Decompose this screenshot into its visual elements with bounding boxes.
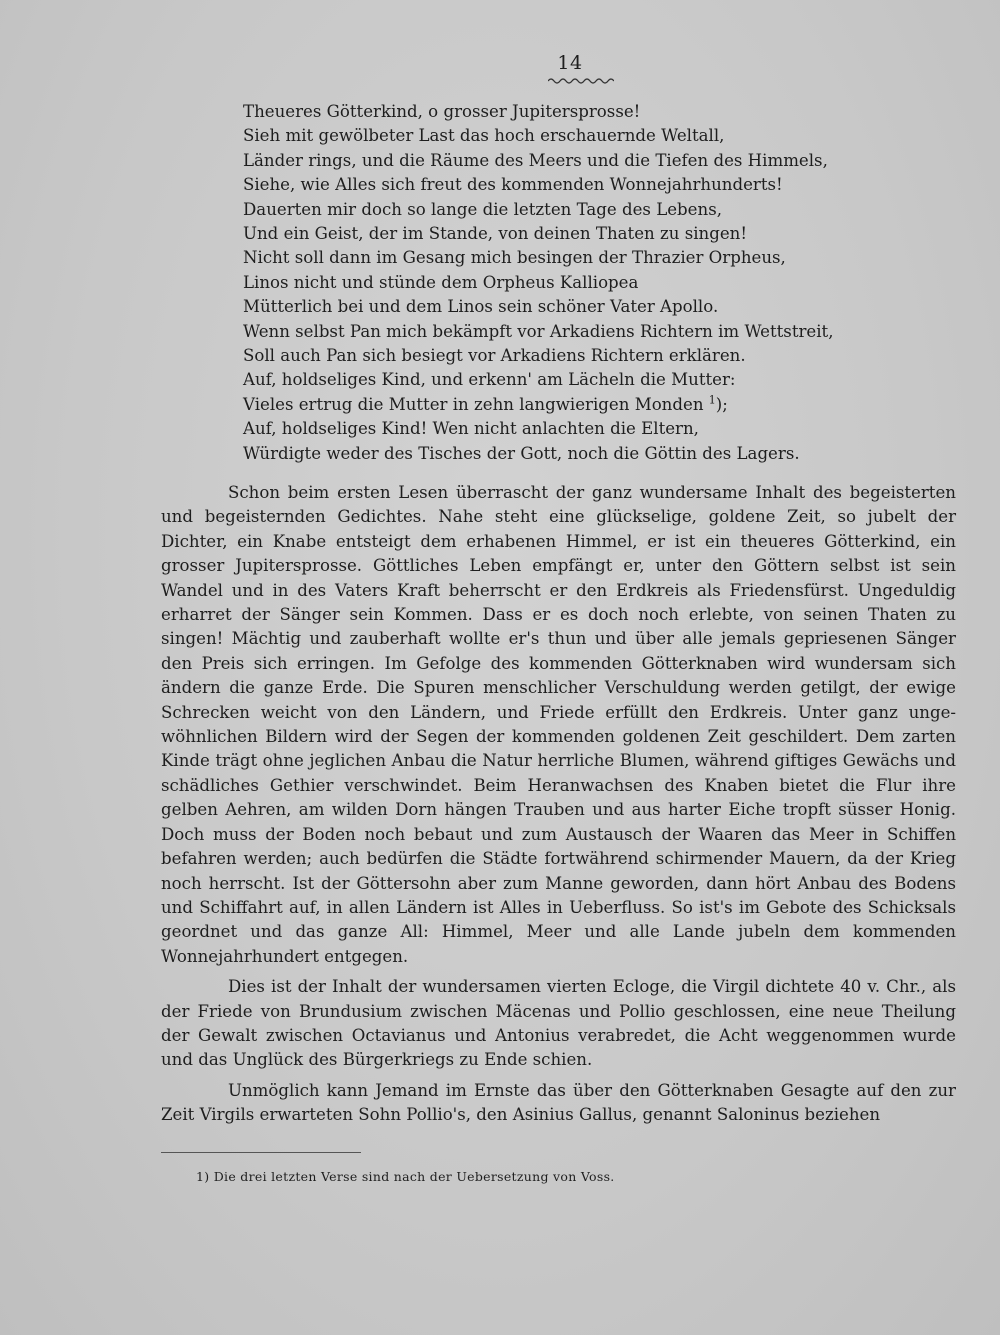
- footnote-divider: [161, 1152, 361, 1153]
- verse-text: Vieles ertrug die Mutter in zehn langwierigen Monden: [243, 394, 704, 414]
- verse-line: Und ein Geist, der im Stande, von deinen Thaten zu singen!: [243, 224, 748, 244]
- verse-line: Soll auch Pan sich besiegt vor Arkadiens Richtern erklären.: [243, 346, 746, 366]
- verse-line: Nicht soll dann im Gesang mich besingen der Thrazier Orpheus,: [243, 248, 786, 268]
- verse-line-with-footnote: Vieles ertrug die Mutter in zehn langwierigen Monden $^1$);: [243, 393, 728, 414]
- footnote-marker[interactable]: 1: [708, 393, 716, 407]
- verse-line: Auf, holdseliges Kind! Wen nicht anlachten die Eltern,: [243, 419, 699, 439]
- verse-line: Länder rings, und die Räume des Meers und die Tiefen des Himmels,: [243, 150, 828, 170]
- paragraph: Unmöglich kann Jemand im Ernste das über den Götterknaben Gesagte auf den zur Zeit Virgils erwarteten Sohn Pollio's, den Asinius Gallus, genannt Saloninus beziehen: [161, 1080, 956, 1125]
- verse-tail: ;: [722, 394, 728, 414]
- verse-line: Mütterlich bei und dem Linos sein schöner Vater Apollo.: [243, 297, 719, 317]
- verse-line: Würdigte weder des Tisches der Gott, noch die Göttin des Lagers.: [243, 443, 800, 463]
- paragraph: Schon beim ersten Lesen überrascht der ganz wundersame Inhalt des begeisterten und begeisternden Gedichtes. Nahe steht eine glückselige, goldene Zeit, so jubelt der Dichter, ein Knabe entsteigt dem erhabenen Himmel, er ist ein theueres Götterkind, ein grosser Jupitersprosse. Göttliches Leben empfängt er, unter den Göttern selbst ist sein Wandel und in des Vaters Kraft beherrscht er den Erdkreis als Friedensfürst. Ungeduldig erharret der Sänger sein Kommen. Dass er es doch noch erlebte, von seinen Thaten zu singen! Mächtig und zauberhaft wollte er's thun und über alle jemals gepriesenen Sänger den Preis sich erringen. Im Gefolge des kommenden Götterknaben wird wundersam sich ändern die ganze Erde. Die Spuren menschlicher Verschuldung werden getilgt, der ewige Schrecken weicht von den Ländern, und Friede erfüllt den Erdkreis. Unter ganz ungewöhnlichen Bildern wird der Segen der kommenden goldenen Zeit geschildert. Dem zarten Kinde trägt ohne jeglichen Anbau die Natur herrliche Blumen, während giftiges Gewächs und schädliches Gethier verschwindet. Beim Heranwachsen des Knaben bietet die Flur ihre gelben Aehren, am wilden Dorn hängen Trauben und aus harter Eiche tropft süsser Honig. Doch muss der Boden noch bebaut und zum Austausch der Waaren das Meer in Schiffen befahren werden; auch bedürfen die Städte fortwährend schirmender Mauern, da der Krieg noch herrscht. Ist der Göttersohn aber zum Manne geworden, dann hört Anbau des Bodens und Schiffahrt auf, in allen Ländern ist Alles in Ueberfluss. So ist's im Gebote des Schicksals geordnet und das ganze All: Himmel, Meer und alle Lande jubeln dem kommenden Wonnejahrhundert entgegen.: [161, 483, 956, 966]
- verse-line: Dauerten mir doch so lange die letzten Tage des Lebens,: [243, 199, 722, 219]
- verse-line: Wenn selbst Pan mich bekämpft vor Arkadiens Richtern im Wettstreit,: [243, 321, 834, 341]
- verse-line: Theueres Götterkind, o grosser Jupitersprosse!: [243, 102, 641, 121]
- verse-line: Linos nicht und stünde dem Orpheus Kalliopea: [243, 272, 639, 292]
- wavy-rule-ornament: [548, 77, 614, 85]
- poem-block: [243, 100, 923, 466]
- verse-line: Sieh mit gewölbeter Last das hoch erschauernde Weltall,: [243, 126, 725, 146]
- page-number: 14: [557, 52, 583, 74]
- footnote: 1) Die drei letzten Verse sind nach der Uebersetzung von Voss.: [196, 1169, 615, 1184]
- verse-line: Siehe, wie Alles sich freut des kommenden Wonnejahrhunderts!: [243, 175, 783, 195]
- paragraph: Dies ist der Inhalt der wundersamen vierten Ecloge, die Virgil dichtete 40 v. Chr., als der Friede von Brundusium zwischen Mäcenas und Pollio geschlossen, eine neue Theilung der Gewalt zwischen Octavianus und Antonius verabredet, die Acht weggenommen wurde und das Unglück des Bürgerkriegs zu Ende schien.: [161, 977, 956, 1070]
- prose-block: [161, 481, 956, 1134]
- verse-line: Auf, holdseliges Kind, und erkenn' am Lächeln die Mutter:: [243, 370, 736, 390]
